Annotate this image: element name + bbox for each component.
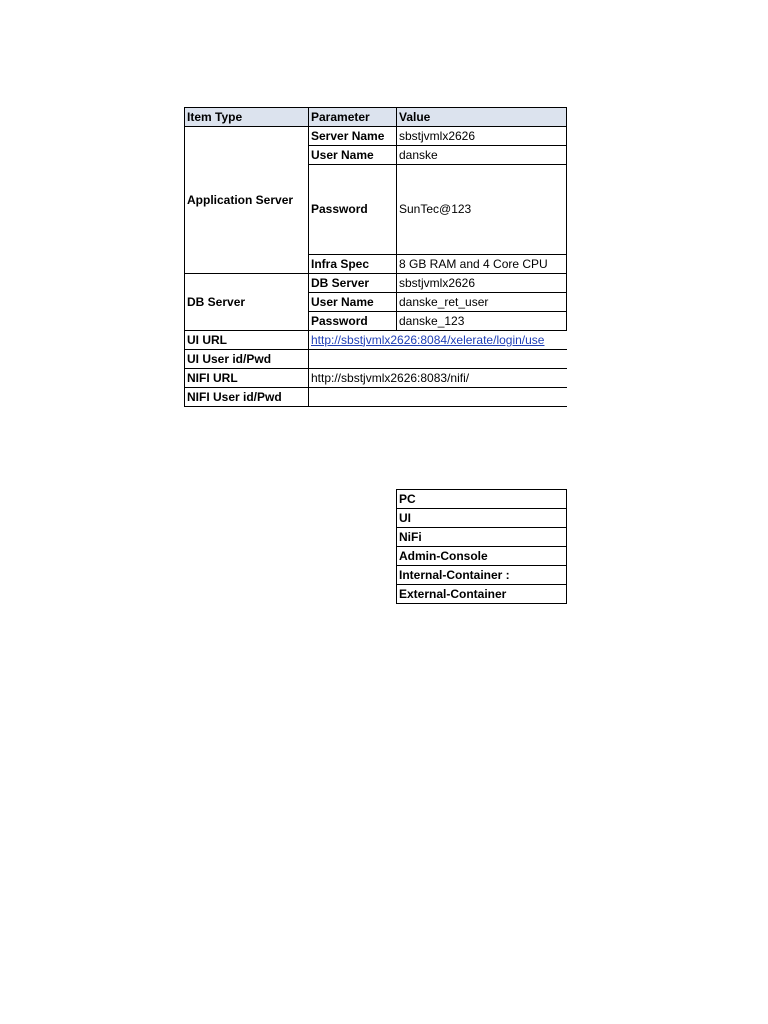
list-item bbox=[397, 509, 567, 528]
list-item-label: UI bbox=[397, 509, 567, 528]
value-ui-user bbox=[309, 350, 567, 369]
label-nifi-url: NIFI URL bbox=[185, 369, 309, 388]
ui-url-link[interactable]: http://sbstjvmlx2626:8084/xelerate/login/use bbox=[309, 331, 567, 350]
list-item bbox=[397, 528, 567, 547]
param-infra-spec: Infra Spec bbox=[309, 255, 397, 274]
table-row bbox=[185, 388, 567, 407]
param-password: Password bbox=[309, 165, 397, 255]
list-item-label: External-Container bbox=[397, 585, 567, 604]
list-item bbox=[397, 566, 567, 585]
header-parameter: Parameter bbox=[309, 108, 397, 127]
value-nifi-user bbox=[309, 388, 567, 407]
list-item bbox=[397, 585, 567, 604]
list-item-label: Internal-Container : bbox=[397, 566, 567, 585]
header-row bbox=[185, 108, 567, 127]
value-nifi-url: http://sbstjvmlx2626:8083/nifi/ bbox=[309, 369, 567, 388]
list-item-label: NiFi bbox=[397, 528, 567, 547]
list-item bbox=[397, 547, 567, 566]
value-infra-spec: 8 GB RAM and 4 Core CPU bbox=[397, 255, 567, 274]
component-list-table bbox=[396, 489, 567, 604]
table-row bbox=[185, 350, 567, 369]
param-user-name: User Name bbox=[309, 146, 397, 165]
value-password: SunTec@123 bbox=[397, 165, 567, 255]
value-user-name: danske bbox=[397, 146, 567, 165]
item-type-application-server: Application Server bbox=[185, 127, 309, 274]
table-row bbox=[185, 369, 567, 388]
param-db-server: DB Server bbox=[309, 274, 397, 293]
header-item-type: Item Type bbox=[185, 108, 309, 127]
credentials-table bbox=[184, 107, 567, 407]
table-row bbox=[185, 127, 567, 146]
param-db-password: Password bbox=[309, 312, 397, 331]
value-db-password: danske_123 bbox=[397, 312, 567, 331]
value-db-user-name: danske_ret_user bbox=[397, 293, 567, 312]
list-item-label: PC bbox=[397, 490, 567, 509]
header-value: Value bbox=[397, 108, 567, 127]
table-row bbox=[185, 331, 567, 350]
value-server-name: sbstjvmlx2626 bbox=[397, 127, 567, 146]
label-ui-user: UI User id/Pwd bbox=[185, 350, 309, 369]
item-type-db-server: DB Server bbox=[185, 274, 309, 331]
param-server-name: Server Name bbox=[309, 127, 397, 146]
list-item-label: Admin-Console bbox=[397, 547, 567, 566]
label-nifi-user: NIFI User id/Pwd bbox=[185, 388, 309, 407]
list-item bbox=[397, 490, 567, 509]
param-db-user-name: User Name bbox=[309, 293, 397, 312]
value-db-server: sbstjvmlx2626 bbox=[397, 274, 567, 293]
table-row bbox=[185, 274, 567, 293]
label-ui-url: UI URL bbox=[185, 331, 309, 350]
